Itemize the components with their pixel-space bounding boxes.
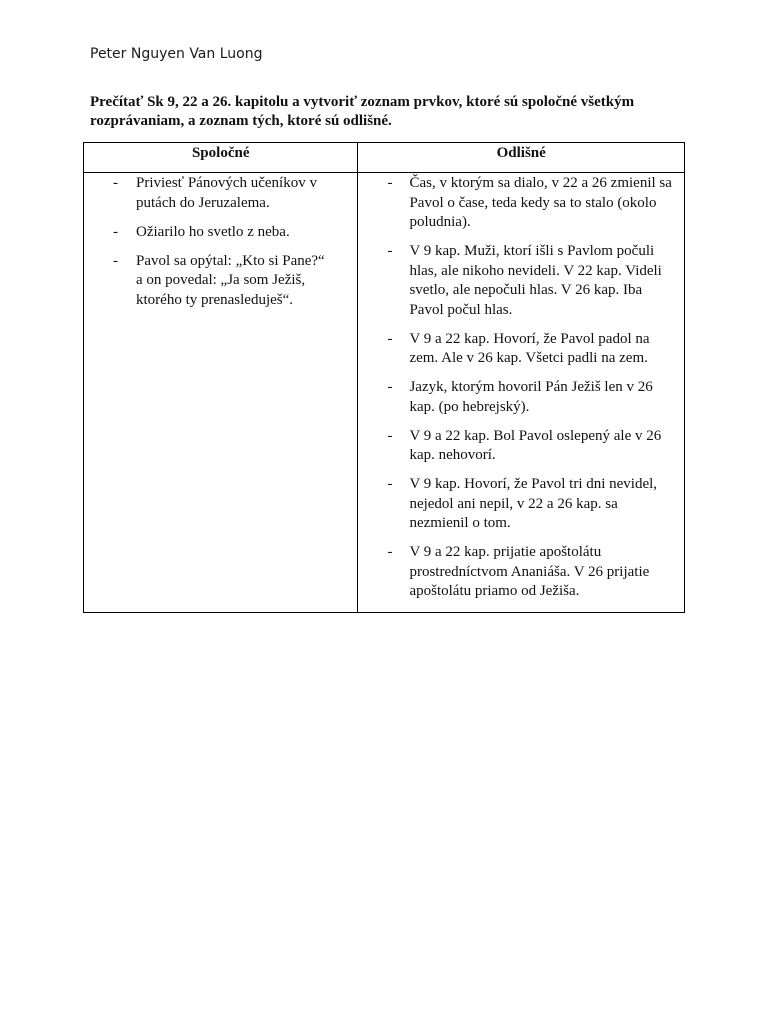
different-item-text: V 9 kap. Muži, ktorí išli s Pavlom počuli hlas, ale nikoho nevideli. V 22 kap. Videli svetlo, ale nepočuli hlas. V 26 kap. Iba Pavol počul hlas. [409,243,662,318]
list-item [387,378,676,417]
dash-bullet: - [113,175,118,191]
different-cell [358,173,685,613]
comparison-table [83,142,685,613]
common-item-text: Ožiarilo ho svetlo z neba. [136,223,290,240]
different-item-text: Čas, v ktorým sa dialo, v 22 a 26 zmienil sa Pavol o čase, teda kedy sa to stalo (okolo poludnia). [409,175,672,230]
list-item [113,223,327,243]
dash-bullet: - [387,243,393,259]
dash-bullet: - [387,175,393,191]
list-item [387,427,676,466]
common-cell [84,173,358,613]
common-list [113,174,327,310]
dash-bullet: - [113,252,118,269]
list-item [387,242,676,320]
list-item [387,330,676,369]
list-item [387,475,676,534]
author-name: Peter Nguyen Van Luong [90,46,263,62]
list-item [387,543,676,602]
assignment-instruction: Prečítať Sk 9, 22 a 26. kapitolu a vytvoriť zoznam prvkov, ktoré sú spoločné všetkým rozprávaniam, a zoznam tých, ktoré sú odlišné. [90,94,635,129]
header-different: Odlišné [358,143,685,173]
different-item-text: Jazyk, ktorým hovoril Pán Ježiš len v 26 kap. (po hebrejský). [409,379,653,415]
dash-bullet: - [387,379,393,395]
different-item-text: V 9 kap. Hovorí, že Pavol tri dni nevidel, nejedol ani nepil, v 22 a 26 kap. sa nezmienil o tom. [409,476,658,531]
common-item-text: Pavol sa opýtal: „Kto si Pane?“ a on povedal: „Ja som Ježiš, ktorého ty prenasleduješ“. [136,252,325,308]
different-item-text: V 9 a 22 kap. Bol Pavol oslepený ale v 26 kap. nehovorí. [409,427,662,463]
dash-bullet: - [387,330,393,347]
list-item [113,252,327,311]
list-item [387,174,676,233]
dash-bullet: - [387,544,393,560]
dash-bullet: - [387,476,393,492]
table-header-row [84,143,685,173]
common-item-text: Priviesť Pánových učeníkov v putách do Jeruzalema. [136,175,317,211]
table-row [84,173,685,613]
different-item-text: V 9 a 22 kap. Hovorí, že Pavol padol na zem. Ale v 26 kap. Všetci padli na zem. [409,330,650,366]
dash-bullet: - [387,427,393,444]
different-item-text: V 9 a 22 kap. prijatie apoštolátu prostredníctvom Ananiáša. V 26 prijatie apoštolátu priamo od Ježiša. [409,544,650,599]
list-item [113,174,327,213]
header-common: Spoločné [84,143,358,173]
different-list [387,174,676,602]
dash-bullet: - [113,223,118,240]
